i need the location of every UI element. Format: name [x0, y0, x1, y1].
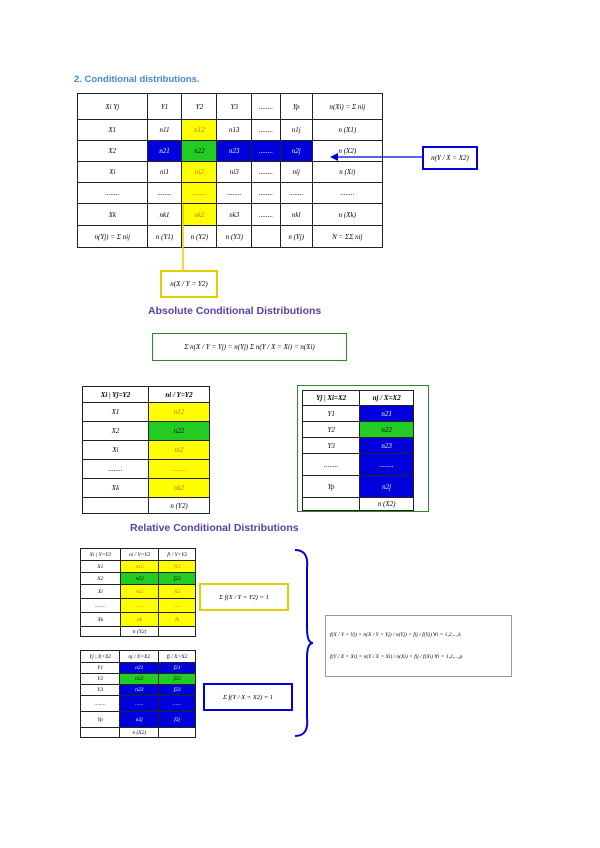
table-cell: n2j: [280, 141, 312, 162]
table-row: [303, 406, 414, 422]
table-cell: ........: [360, 454, 414, 476]
table-header-cell: ni / Y=Y2: [120, 549, 159, 561]
table-cell: ........: [149, 460, 210, 479]
table-cell: fk: [159, 613, 196, 627]
table-cell: Y1: [303, 406, 360, 422]
table-row: [303, 438, 414, 454]
callout-below-formula: n(X / Y = Y2): [160, 270, 218, 298]
table-cell: nij: [280, 162, 312, 183]
table-cell: n2j: [360, 476, 414, 498]
table-header-row: [83, 387, 210, 403]
table-cell: n (Y3): [217, 226, 252, 248]
table-header-row: [78, 94, 383, 120]
table-cell: ......: [159, 696, 196, 712]
table-cell: ........: [252, 183, 281, 204]
table-cell: nk2: [149, 479, 210, 498]
table-row: [81, 613, 196, 627]
table-cell: f21: [159, 663, 196, 674]
relative-heading: Relative Conditional Distributions: [130, 522, 299, 534]
table-cell: n12: [149, 403, 210, 422]
table-cell: X1: [78, 120, 148, 141]
table-header-cell: n(Xi) = Σ nij: [312, 94, 382, 120]
table-row: [303, 454, 414, 476]
table-cell: Yp: [81, 712, 120, 728]
table-cell: ........: [217, 183, 252, 204]
table-cell: Xk: [83, 479, 149, 498]
table-cell: [81, 627, 121, 637]
table-cell: ni1: [147, 162, 182, 183]
table-cell: ni3: [217, 162, 252, 183]
table-row: [83, 422, 210, 441]
table-row: [81, 696, 196, 712]
absolute-heading: Absolute Conditional Distributions: [148, 305, 322, 317]
table-cell: n2j: [120, 712, 159, 728]
table-row: [81, 599, 196, 613]
table-cell: X1: [83, 403, 149, 422]
table-cell: n (Xk): [312, 204, 382, 226]
table-total-row: [81, 728, 196, 738]
table-cell: [83, 498, 149, 514]
table-cell: n (X1): [312, 120, 382, 141]
table-cell: ........: [312, 183, 382, 204]
table-row: [81, 712, 196, 728]
table-row: [78, 183, 383, 204]
table-row: [83, 441, 210, 460]
table-cell: ........: [252, 162, 281, 183]
table-cell: n13: [217, 120, 252, 141]
table-cell: ni2: [182, 162, 217, 183]
table-header-cell: Xi | Yj=Y2: [83, 387, 149, 403]
table-cell: n (Xi): [312, 162, 382, 183]
table-row: [81, 685, 196, 696]
table-total-row: [83, 498, 210, 514]
table-cell: nk3: [217, 204, 252, 226]
table-cell: n (Y2): [120, 627, 159, 637]
table-cell: ........: [303, 454, 360, 476]
table-row: [83, 403, 210, 422]
table-cell: n11: [147, 120, 182, 141]
table-row: [83, 460, 210, 479]
table-header-cell: fi / Y=Y2: [159, 549, 196, 561]
table-cell: ........: [252, 120, 281, 141]
table-cell: ........: [252, 204, 281, 226]
table-cell: f12: [159, 561, 196, 573]
table-header-cell: ni / Y=Y2: [149, 387, 210, 403]
table-cell: ........: [81, 599, 121, 613]
table-cell: Xi: [81, 585, 121, 599]
table-cell: ........: [83, 460, 149, 479]
table-cell: X2: [83, 422, 149, 441]
table-cell: n23: [120, 685, 159, 696]
table-header-cell: Y3: [217, 94, 252, 120]
table-cell: [159, 728, 196, 738]
table-cell: n1j: [280, 120, 312, 141]
relative-left-table: [80, 548, 196, 637]
table-header-cell: nj / X=X2: [360, 391, 414, 406]
table-cell: n (Y2): [149, 498, 210, 514]
table-header-cell: ........: [252, 94, 281, 120]
table-cell: X1: [81, 561, 121, 573]
absolute-formula: Σ n(X / Y = Yj) = n(Yj) Σ n(Y / X = Xi) = n(Xi): [152, 333, 347, 361]
section-title: 2. Conditional distributions.: [74, 74, 200, 85]
connector-line: [180, 205, 186, 270]
table-cell: ........: [252, 141, 281, 162]
table-cell: Xk: [81, 613, 121, 627]
table-row: [81, 674, 196, 685]
table-cell: nkl: [280, 204, 312, 226]
table-cell: n (X2): [360, 498, 414, 511]
table-cell: X2: [81, 573, 121, 585]
table-cell: Xk: [78, 204, 148, 226]
relative-formula-left: Σ f(X / Y = Y2) = 1: [199, 583, 289, 611]
table-cell: ......: [159, 599, 196, 613]
table-cell: n12: [182, 120, 217, 141]
table-row: [81, 561, 196, 573]
table-cell: f23: [159, 685, 196, 696]
table-cell: n23: [217, 141, 252, 162]
table-row: [303, 476, 414, 498]
table-header-cell: Yj | X=X2: [81, 651, 120, 663]
table-cell: nk: [120, 613, 159, 627]
table-cell: nk1: [147, 204, 182, 226]
table-cell: fi2: [159, 585, 196, 599]
table-total-row: [78, 226, 383, 248]
table-row: [303, 422, 414, 438]
table-total-row: [81, 627, 196, 637]
table-cell: n23: [360, 438, 414, 454]
table-cell: n22: [149, 422, 210, 441]
table-cell: Y3: [303, 438, 360, 454]
table-cell: n21: [360, 406, 414, 422]
table-cell: n22: [360, 422, 414, 438]
table-header-cell: Xi Yj: [78, 94, 148, 120]
right-brace-icon: [293, 548, 315, 738]
table-cell: n(Yj) = Σ nij: [78, 226, 148, 248]
table-cell: ni2: [120, 585, 159, 599]
table-cell: n22: [120, 573, 159, 585]
table-cell: n (Yj): [280, 226, 312, 248]
table-cell: Y1: [81, 663, 120, 674]
conditional-formula-box: [325, 615, 512, 677]
relative-right-table: [80, 650, 196, 738]
table-cell: nk2: [182, 204, 217, 226]
table-header-cell: Yp: [280, 94, 312, 120]
table-cell: n (Y2): [182, 226, 217, 248]
table-cell: ......: [120, 599, 159, 613]
absolute-right-table: [302, 390, 414, 511]
table-cell: f22: [159, 573, 196, 585]
formula-line-2: f(Y / X = Xi) = n(Y / X = Xi) / n(Xi) = fij / f(Xi) ∀i = 1,2,...,p: [330, 654, 463, 660]
table-row: [78, 120, 383, 141]
table-total-row: [303, 498, 414, 511]
table-cell: Xi: [83, 441, 149, 460]
table-header-cell: Xi | Y=Y2: [81, 549, 121, 561]
table-cell: n (X2): [120, 728, 159, 738]
table-cell: X2: [78, 141, 148, 162]
table-cell: [81, 728, 120, 738]
table-header-row: [303, 391, 414, 406]
table-cell: n21: [147, 141, 182, 162]
table-cell: ni2: [149, 441, 210, 460]
table-cell: f2j: [159, 712, 196, 728]
table-cell: Yp: [303, 476, 360, 498]
table-cell: ......: [120, 696, 159, 712]
table-cell: Y3: [81, 685, 120, 696]
table-cell: n (X2): [312, 141, 382, 162]
main-distribution-table: [77, 93, 383, 248]
callout-right-formula: n(Y / X = X2): [422, 146, 478, 170]
table-cell: ........: [147, 183, 182, 204]
table-header-cell: Y2: [182, 94, 217, 120]
table-cell: ........: [280, 183, 312, 204]
table-cell: ........: [81, 696, 120, 712]
table-header-row: [81, 549, 196, 561]
table-cell: Y2: [303, 422, 360, 438]
table-cell: [159, 627, 196, 637]
table-cell: Y2: [81, 674, 120, 685]
table-row: [81, 585, 196, 599]
table-cell: [252, 226, 281, 248]
table-cell: n22: [120, 674, 159, 685]
table-row: [81, 663, 196, 674]
table-header-cell: fj / X=X2: [159, 651, 196, 663]
table-cell: n22: [182, 141, 217, 162]
table-cell: n (Y1): [147, 226, 182, 248]
table-cell: n12: [120, 561, 159, 573]
table-header-cell: Yj | Xi=X2: [303, 391, 360, 406]
table-cell: Xi: [78, 162, 148, 183]
table-header-row: [81, 651, 196, 663]
table-cell: ........: [182, 183, 217, 204]
table-header-cell: Y1: [147, 94, 182, 120]
table-header-cell: nj / X=X2: [120, 651, 159, 663]
table-row: [78, 204, 383, 226]
table-cell: ........: [78, 183, 148, 204]
arrow-left-icon: [328, 150, 423, 164]
absolute-left-table: [82, 386, 210, 514]
table-cell: N = ΣΣ nij: [312, 226, 382, 248]
relative-formula-right: Σ f(Y / X = X2) = 1: [203, 683, 293, 711]
table-row: [78, 162, 383, 183]
table-row: [81, 573, 196, 585]
table-cell: [303, 498, 360, 511]
table-cell: f22: [159, 674, 196, 685]
table-row: [83, 479, 210, 498]
formula-line-1: f(X / Y = Yj) = n(X / Y = Yj) / n(Yj) = fij / f(Yj) ∀i = 1,2,...,k: [330, 632, 461, 638]
table-cell: n21: [120, 663, 159, 674]
